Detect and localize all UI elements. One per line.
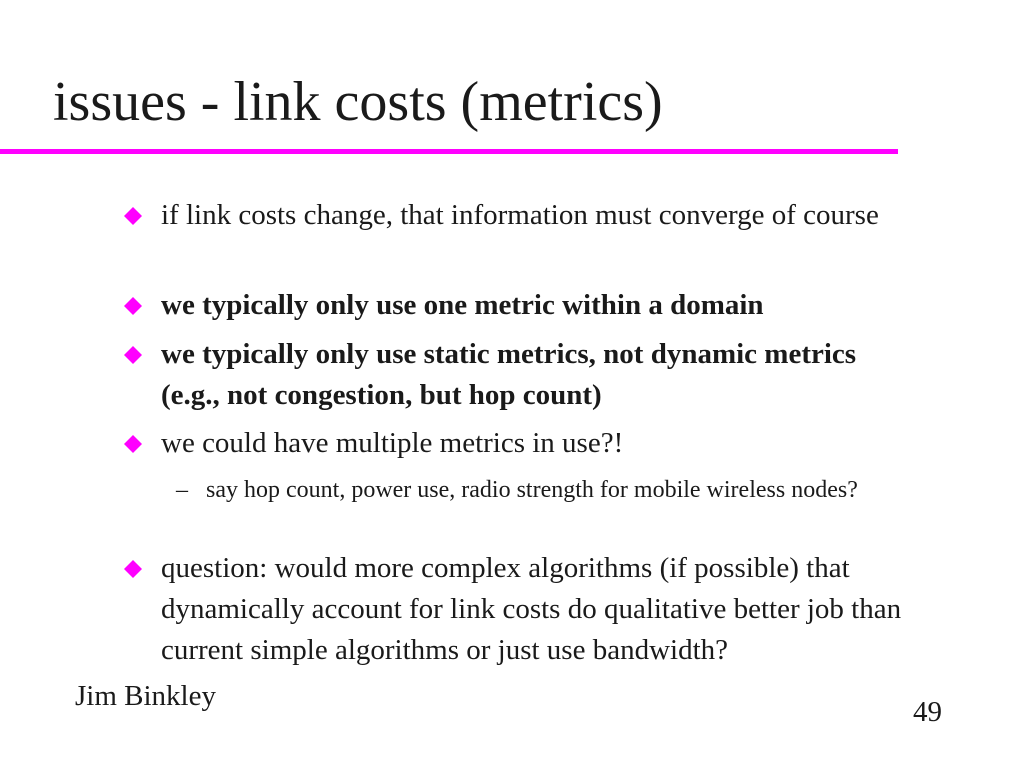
sub-bullet-text: say hop count, power use, radio strength for mobile wireless nodes? — [206, 477, 858, 503]
slide-title: issues - link costs (metrics) — [53, 71, 663, 133]
diamond-bullet-icon — [124, 435, 142, 453]
bullet-item — [124, 334, 914, 416]
bullet-item — [124, 423, 914, 464]
sub-bullet-item — [176, 474, 906, 506]
dash-marker: – — [176, 477, 188, 503]
diamond-bullet-icon — [124, 346, 142, 364]
bullet-text: we typically only use static metrics, not dynamic metrics (e.g., not congestion, but hop count) — [161, 338, 857, 411]
bullet-text: question: would more complex algorithms (if possible) that dynamically account for link costs do qualitative better job than current simple algorithms or just use bandwidth? — [161, 552, 902, 666]
bullet-text: we typically only use one metric within a domain — [161, 289, 764, 321]
bullet-text: if link costs change, that information must converge of course — [161, 199, 879, 231]
diamond-bullet-icon — [124, 560, 142, 578]
bullet-item — [124, 285, 914, 326]
bullet-item — [124, 195, 914, 236]
diamond-bullet-icon — [124, 207, 142, 225]
bullet-item — [124, 548, 914, 671]
footer-author: Jim Binkley — [75, 680, 216, 712]
bullet-text: we could have multiple metrics in use?! — [161, 427, 624, 459]
page-number: 49 — [913, 696, 942, 728]
diamond-bullet-icon — [124, 297, 142, 315]
